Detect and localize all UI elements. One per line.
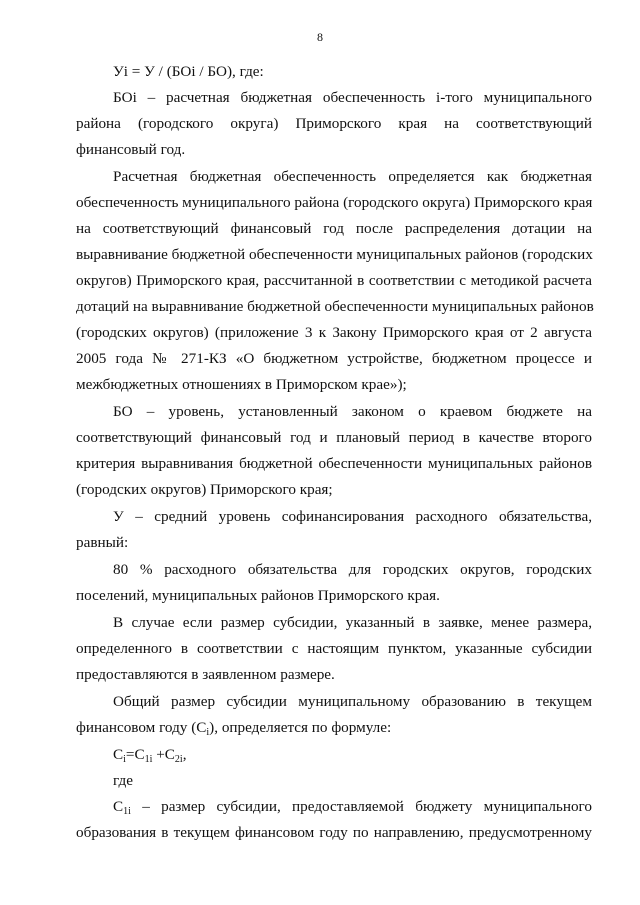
total-size-line-1: Общий размер субсидии муниципальному образованию в текущем <box>113 693 592 710</box>
calc-paragraph-line-8: 2005 года № 271-КЗ «О бюджетном устройстве, бюджетном процессе и <box>76 350 592 367</box>
total-size-text-b: ), определяется по формуле: <box>209 719 392 736</box>
calc-paragraph-line-1: Расчетная бюджетная обеспеченность определяется как бюджетная <box>113 168 592 185</box>
c1i-subscript: 1i <box>123 806 131 817</box>
formula-ci-symbol: С <box>113 746 124 763</box>
total-size-line-2 <box>76 718 592 738</box>
formula-ci-end: , <box>182 746 187 763</box>
where-word: где <box>113 772 133 789</box>
total-size-text-a: финансовом году (С <box>76 719 207 736</box>
formula-yi: Уi = У / (БОi / БО), где: <box>113 63 264 80</box>
bo-definition-line-4: (городских округов) Приморского края; <box>76 481 333 498</box>
calc-paragraph-line-7: (городских округов) (приложение 3 к Закону Приморского края от 2 августа <box>76 324 592 341</box>
calc-paragraph-line-5: округов) Приморского края, рассчитанной в соответствии с методикой расчета <box>76 272 592 289</box>
subsidy-case-line-2: определенного в соответствии с настоящим пунктом, указанные субсидии <box>76 640 592 657</box>
percent-line-1: 80 % расходного обязательства для городских округов, городских <box>113 561 592 578</box>
formula-ci-plus: +С <box>152 746 175 763</box>
bo-definition-line-3: критерия выравнивания бюджетной обеспеченности муниципальных районов <box>76 455 592 472</box>
formula-ci-sub-2i: 2i <box>174 754 183 765</box>
c1i-definition-line-1 <box>113 797 592 817</box>
calc-paragraph-line-9: межбюджетных отношениях в Приморском крае»); <box>76 376 407 393</box>
formula-ci <box>113 745 592 765</box>
bo-definition-line-2: соответствующий финансовый год и плановый период в качестве второго <box>76 429 592 446</box>
formula-ci-equals: =С <box>125 746 145 763</box>
boi-definition-line-1: БОi – расчетная бюджетная обеспеченность i-того муниципального <box>113 89 592 106</box>
percent-line-2: поселений, муниципальных районов Приморского края. <box>76 587 440 604</box>
calc-paragraph-line-3: на соответствующий финансовый год после распределения дотации на <box>76 220 592 237</box>
formula-ci-sub-1i: 1i <box>144 754 153 765</box>
u-definition-line-2: равный: <box>76 534 129 551</box>
boi-definition-line-2: района (городского округа) Приморского края на соответствующий <box>76 115 592 132</box>
calc-paragraph-line-4: выравнивание бюджетной обеспеченности муниципальных районов (городских <box>76 246 593 263</box>
subsidy-case-line-3: предоставляются в заявленном размере. <box>76 666 335 683</box>
page-number: 8 <box>317 30 323 44</box>
total-size-subscript: i <box>206 727 210 738</box>
boi-definition-line-3: финансовый год. <box>76 141 186 158</box>
subsidy-case-line-1: В случае если размер субсидии, указанный в заявке, менее размера, <box>113 614 592 631</box>
calc-paragraph-line-6: дотаций на выравнивание бюджетной обеспеченности муниципальных районов <box>76 298 594 315</box>
formula-ci-sub-i: i <box>123 754 126 765</box>
c1i-definition-text: – размер субсидии, предоставляемой бюджету муниципального <box>130 798 592 815</box>
calc-paragraph-line-2: обеспеченность муниципального района (городского округа) Приморского края <box>76 194 593 211</box>
u-definition-line-1: У – средний уровень софинансирования расходного обязательства, <box>113 508 592 525</box>
c1i-symbol: С <box>113 798 124 815</box>
c1i-definition-line-2: образования в текущем финансовом году по направлению, предусмотренному <box>76 824 592 841</box>
bo-definition-line-1: БО – уровень, установленный законом о краевом бюджете на <box>113 403 592 420</box>
